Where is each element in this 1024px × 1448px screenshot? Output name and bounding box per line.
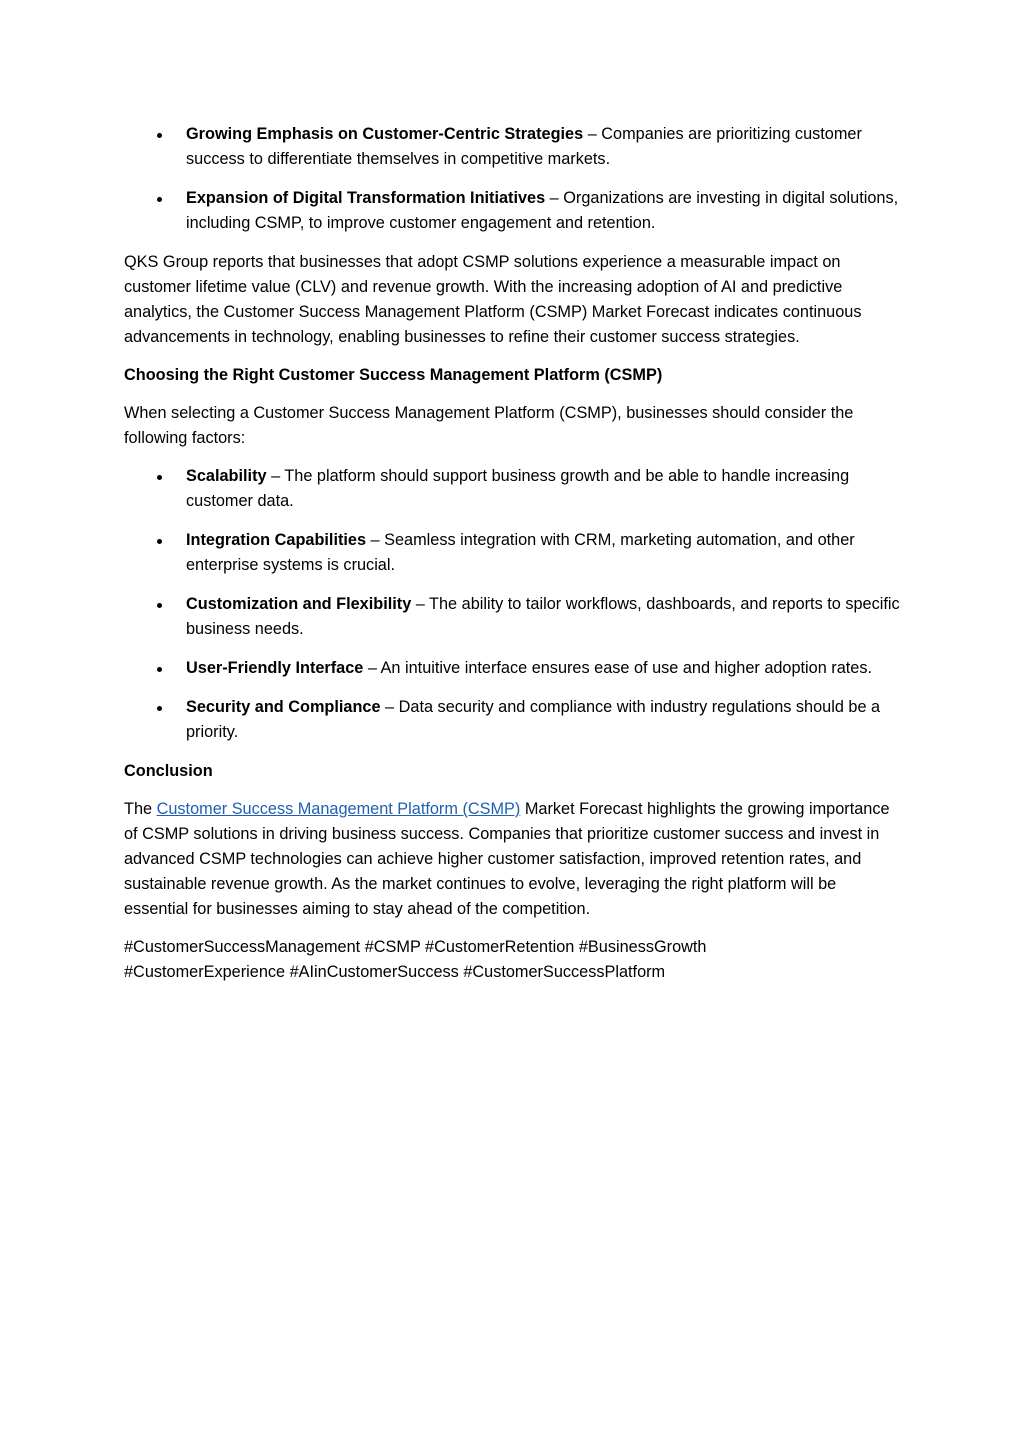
bullet-title: User-Friendly Interface [186, 659, 364, 677]
bullet-title: Growing Emphasis on Customer-Centric Strategies [186, 125, 584, 143]
conclusion-prefix: The [124, 800, 157, 818]
csmp-link[interactable]: Customer Success Management Platform (CSMP) [156, 800, 521, 818]
qks-paragraph: QKS Group reports that businesses that adopt CSMP solutions experience a measurable impact on customer lifetime value (CLV) and revenue growth. With the increasing adoption of AI and predictive analytics, the Customer Success Management Platform (CSMP) Market Forecast indicates continuous advancements in technology, enabling businesses to refine their customer success strategies. [124, 253, 862, 346]
bullet-title: Integration Capabilities [186, 531, 367, 549]
choosing-intro: When selecting a Customer Success Management Platform (CSMP), businesses should consider the following factors: [124, 404, 854, 447]
bullet-icon [157, 667, 162, 672]
bullet-title: Expansion of Digital Transformation Initiatives [186, 189, 546, 207]
bullet-text: – The ability to tailor workflows, dashboards, and reports to specific business needs. [186, 595, 900, 638]
list-item [124, 464, 904, 514]
list-item [124, 656, 904, 681]
bullet-icon [157, 475, 162, 480]
bullet-text: – The platform should support business growth and be able to handle increasing customer data. [186, 467, 850, 510]
bullet-icon [157, 603, 162, 608]
list-item [124, 186, 904, 236]
bullet-title: Scalability [186, 467, 267, 485]
choosing-heading: Choosing the Right Customer Success Management Platform (CSMP) [124, 366, 663, 384]
conclusion-text: Market Forecast highlights the growing importance of CSMP solutions in driving business success. Companies that prioritize customer success and invest in advanced CSMP technologies can achieve higher customer satisfaction, improved retention rates, and sustainable revenue growth. As the market continues to evolve, leveraging the right platform will be essential for businesses aiming to stay ahead of the competition. [124, 800, 890, 918]
bullet-text: – Organizations are investing in digital solutions, including CSMP, to improve customer engagement and retention. [186, 189, 899, 232]
hashtags-line-2: #CustomerExperience #AIinCustomerSuccess #CustomerSuccessPlatform [124, 963, 666, 981]
list-item [124, 695, 904, 745]
hashtags-line-1: #CustomerSuccessManagement #CSMP #CustomerRetention #BusinessGrowth [124, 938, 707, 956]
conclusion-paragraph [124, 797, 904, 922]
bullet-text: – Data security and compliance with industry regulations should be a priority. [186, 698, 881, 741]
document-page [124, 122, 904, 998]
bullet-icon [157, 197, 162, 202]
bullet-title: Security and Compliance [186, 698, 381, 716]
bullet-text: – Seamless integration with CRM, marketing automation, and other enterprise systems is crucial. [186, 531, 855, 574]
list-item [124, 122, 904, 172]
bullet-icon [157, 133, 162, 138]
bullet-icon [157, 706, 162, 711]
list-item [124, 592, 904, 642]
hashtags [124, 935, 904, 985]
conclusion-heading: Conclusion [124, 762, 213, 780]
bullet-text: – An intuitive interface ensures ease of use and higher adoption rates. [363, 659, 873, 677]
factor-bullet-list [124, 464, 904, 745]
trend-bullet-list [124, 122, 904, 236]
bullet-title: Customization and Flexibility [186, 595, 412, 613]
bullet-icon [157, 539, 162, 544]
bullet-text: – Companies are prioritizing customer success to differentiate themselves in competitive markets. [186, 125, 862, 168]
list-item [124, 528, 904, 578]
